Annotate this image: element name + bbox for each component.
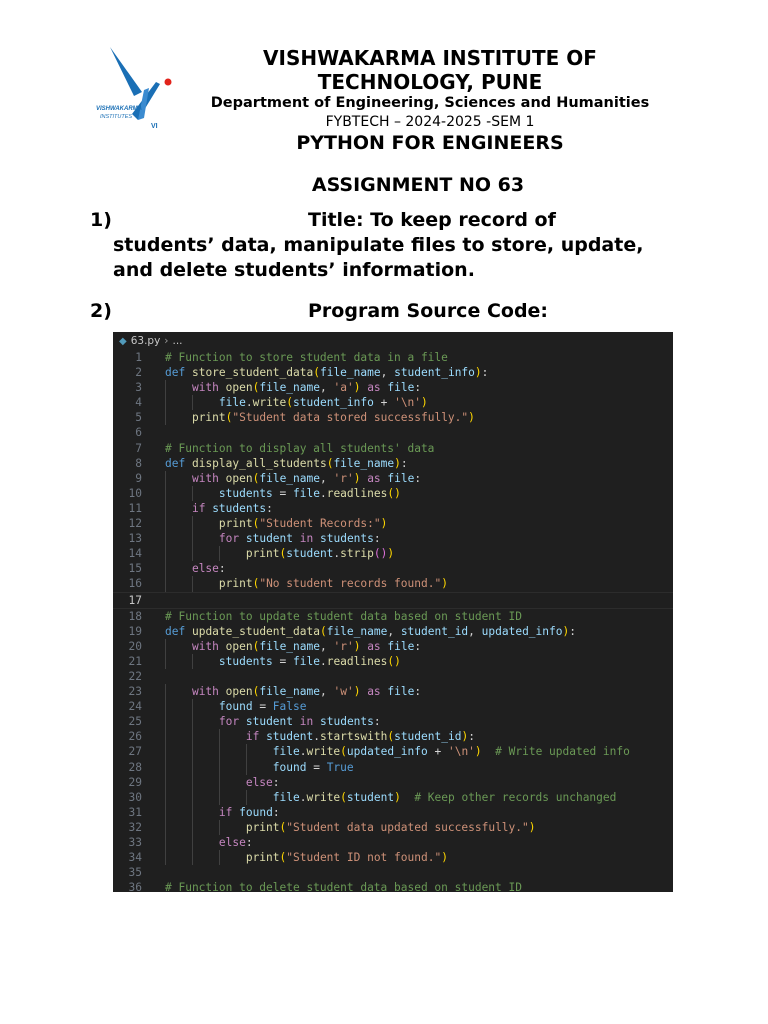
line-source: print("Student Records:") bbox=[218, 517, 388, 531]
line-source: print("Student data stored successfully.") bbox=[191, 411, 475, 425]
code-line[interactable] bbox=[113, 425, 673, 440]
code-line[interactable] bbox=[113, 880, 673, 892]
breadcrumb-more[interactable]: ... bbox=[172, 335, 183, 347]
line-number: 13 bbox=[128, 532, 142, 546]
code-line[interactable] bbox=[113, 531, 673, 546]
item-number: 2) bbox=[90, 300, 112, 322]
item-title bbox=[90, 209, 556, 231]
line-number: 12 bbox=[128, 517, 142, 531]
editor-breadcrumb[interactable] bbox=[113, 332, 673, 350]
line-source: print("Student data updated successfully.") bbox=[245, 820, 536, 834]
code-line[interactable] bbox=[113, 456, 673, 471]
line-number: 26 bbox=[128, 730, 142, 744]
line-number: 16 bbox=[128, 577, 142, 591]
code-line[interactable] bbox=[113, 835, 673, 850]
item-number: 1) bbox=[90, 209, 112, 231]
line-number: 34 bbox=[128, 851, 142, 865]
line-number: 2 bbox=[135, 366, 142, 380]
code-editor bbox=[113, 332, 673, 892]
line-number: 11 bbox=[128, 501, 142, 515]
line-source: for student in students: bbox=[218, 715, 381, 729]
line-number: 6 bbox=[135, 426, 142, 440]
code-line[interactable] bbox=[113, 744, 673, 759]
line-number: 17 bbox=[128, 593, 142, 607]
line-source: # Function to update student data based on student ID bbox=[165, 609, 522, 623]
line-number: 23 bbox=[128, 685, 142, 699]
line-number: 24 bbox=[128, 700, 142, 714]
line-source: else: bbox=[191, 562, 226, 576]
institute-name bbox=[190, 46, 670, 94]
line-number: 31 bbox=[128, 805, 142, 819]
line-source: if student.startswith(student_id): bbox=[245, 730, 475, 744]
line-number: 29 bbox=[128, 775, 142, 789]
line-number: 21 bbox=[128, 654, 142, 668]
line-number: 36 bbox=[128, 881, 142, 892]
breadcrumb-separator: › bbox=[164, 335, 169, 347]
code-line[interactable] bbox=[113, 609, 673, 624]
assignment-number: ASSIGNMENT NO 63 bbox=[311, 174, 525, 196]
line-source: def store_student_data(file_name, student_info): bbox=[165, 366, 489, 380]
line-source: with open(file_name, 'r') as file: bbox=[191, 471, 422, 485]
code-line[interactable] bbox=[113, 850, 673, 865]
code-line[interactable] bbox=[113, 501, 673, 516]
item-title-text: Title: To keep record of bbox=[308, 209, 556, 231]
line-source: file.write(student) # Keep other records unchanged bbox=[272, 790, 617, 804]
code-line[interactable] bbox=[113, 865, 673, 880]
institute-logo bbox=[94, 44, 176, 132]
semester-label: FYBTECH – 2024-2025 -SEM 1 bbox=[325, 114, 535, 130]
code-line[interactable] bbox=[113, 546, 673, 561]
line-source: for student in students: bbox=[218, 532, 381, 546]
code-line[interactable] bbox=[113, 576, 673, 591]
line-number: 32 bbox=[128, 820, 142, 834]
line-source: found = False bbox=[218, 700, 307, 714]
code-line[interactable] bbox=[113, 729, 673, 744]
line-source: found = True bbox=[272, 760, 354, 774]
code-line[interactable] bbox=[113, 624, 673, 639]
code-line[interactable] bbox=[113, 561, 673, 576]
code-line[interactable] bbox=[113, 654, 673, 669]
course-title: PYTHON FOR ENGINEERS bbox=[296, 132, 564, 154]
line-number: 20 bbox=[128, 639, 142, 653]
line-source: with open(file_name, 'r') as file: bbox=[191, 639, 422, 653]
code-lines[interactable] bbox=[113, 350, 673, 892]
line-source: print("Student ID not found.") bbox=[245, 851, 448, 865]
item-source-title: Program Source Code: bbox=[308, 300, 549, 322]
code-line[interactable] bbox=[113, 592, 673, 609]
line-source: if found: bbox=[218, 805, 280, 819]
line-number: 30 bbox=[128, 790, 142, 804]
title-line-2: students’ data, manipulate files to store, update, bbox=[113, 234, 644, 256]
line-number: 22 bbox=[128, 669, 142, 683]
line-source: students = file.readlines() bbox=[218, 486, 401, 500]
line-number: 19 bbox=[128, 624, 142, 638]
code-line[interactable] bbox=[113, 410, 673, 425]
line-source: def display_all_students(file_name): bbox=[165, 456, 408, 470]
institute-name-line1: VISHWAKARMA INSTITUTE OF bbox=[263, 46, 597, 70]
breadcrumb-file[interactable]: 63.py bbox=[130, 335, 161, 347]
line-source: file.write(student_info + '\n') bbox=[218, 396, 428, 410]
code-line[interactable] bbox=[113, 820, 673, 835]
code-line[interactable] bbox=[113, 775, 673, 790]
code-line[interactable] bbox=[113, 699, 673, 714]
line-source: with open(file_name, 'a') as file: bbox=[191, 381, 422, 395]
department-name: Department of Engineering, Sciences and Humanities bbox=[210, 95, 650, 111]
code-line[interactable] bbox=[113, 380, 673, 395]
line-source: print(student.strip()) bbox=[245, 547, 395, 561]
code-line[interactable] bbox=[113, 760, 673, 775]
title-line-3: and delete students’ information. bbox=[113, 259, 475, 281]
line-number: 4 bbox=[135, 396, 142, 410]
line-source: # Function to delete student data based on student ID bbox=[165, 881, 522, 892]
line-number: 18 bbox=[128, 609, 142, 623]
line-number: 27 bbox=[128, 745, 142, 759]
line-number: 8 bbox=[135, 456, 142, 470]
code-line[interactable] bbox=[113, 471, 673, 486]
line-number: 7 bbox=[135, 441, 142, 455]
line-number: 10 bbox=[128, 486, 142, 500]
code-line[interactable] bbox=[113, 365, 673, 380]
line-number: 25 bbox=[128, 715, 142, 729]
python-file-icon: ◆ bbox=[119, 335, 127, 347]
line-number: 1 bbox=[135, 351, 142, 364]
institute-name-line2: TECHNOLOGY, PUNE bbox=[317, 70, 543, 94]
code-line[interactable] bbox=[113, 669, 673, 684]
code-line[interactable] bbox=[113, 805, 673, 820]
line-number: 15 bbox=[128, 562, 142, 576]
line-source: with open(file_name, 'w') as file: bbox=[191, 685, 422, 699]
line-number: 28 bbox=[128, 760, 142, 774]
svg-text:VISHWAKARMA: VISHWAKARMA bbox=[96, 106, 142, 112]
line-number: 14 bbox=[128, 547, 142, 561]
line-number: 3 bbox=[135, 381, 142, 395]
line-number: 9 bbox=[135, 471, 142, 485]
code-line[interactable] bbox=[113, 395, 673, 410]
line-source: # Function to store student data in a file bbox=[165, 351, 448, 364]
line-source: students = file.readlines() bbox=[218, 654, 401, 668]
line-source: def update_student_data(file_name, student_id, updated_info): bbox=[165, 624, 576, 638]
line-source: else: bbox=[218, 836, 253, 849]
line-source: if students: bbox=[191, 501, 273, 515]
line-number: 5 bbox=[135, 411, 142, 425]
item-title-continuation bbox=[113, 233, 713, 283]
line-number: 35 bbox=[128, 866, 142, 880]
code-line[interactable] bbox=[113, 714, 673, 729]
line-source: file.write(updated_info + '\n') # Write updated info bbox=[272, 745, 630, 759]
code-line[interactable] bbox=[113, 639, 673, 654]
item-source-code bbox=[90, 300, 549, 322]
code-line[interactable] bbox=[113, 684, 673, 699]
code-line[interactable] bbox=[113, 790, 673, 805]
svg-text:VI: VI bbox=[151, 123, 158, 130]
line-source: print("No student records found.") bbox=[218, 577, 448, 591]
line-source: # Function to display all students' data bbox=[165, 441, 435, 455]
line-source: else: bbox=[245, 775, 280, 789]
code-line[interactable] bbox=[113, 516, 673, 531]
line-number: 33 bbox=[128, 836, 142, 849]
code-line[interactable] bbox=[113, 441, 673, 456]
svg-text:INSTITUTES: INSTITUTES bbox=[100, 114, 133, 120]
code-line[interactable] bbox=[113, 350, 673, 365]
code-line[interactable] bbox=[113, 486, 673, 501]
